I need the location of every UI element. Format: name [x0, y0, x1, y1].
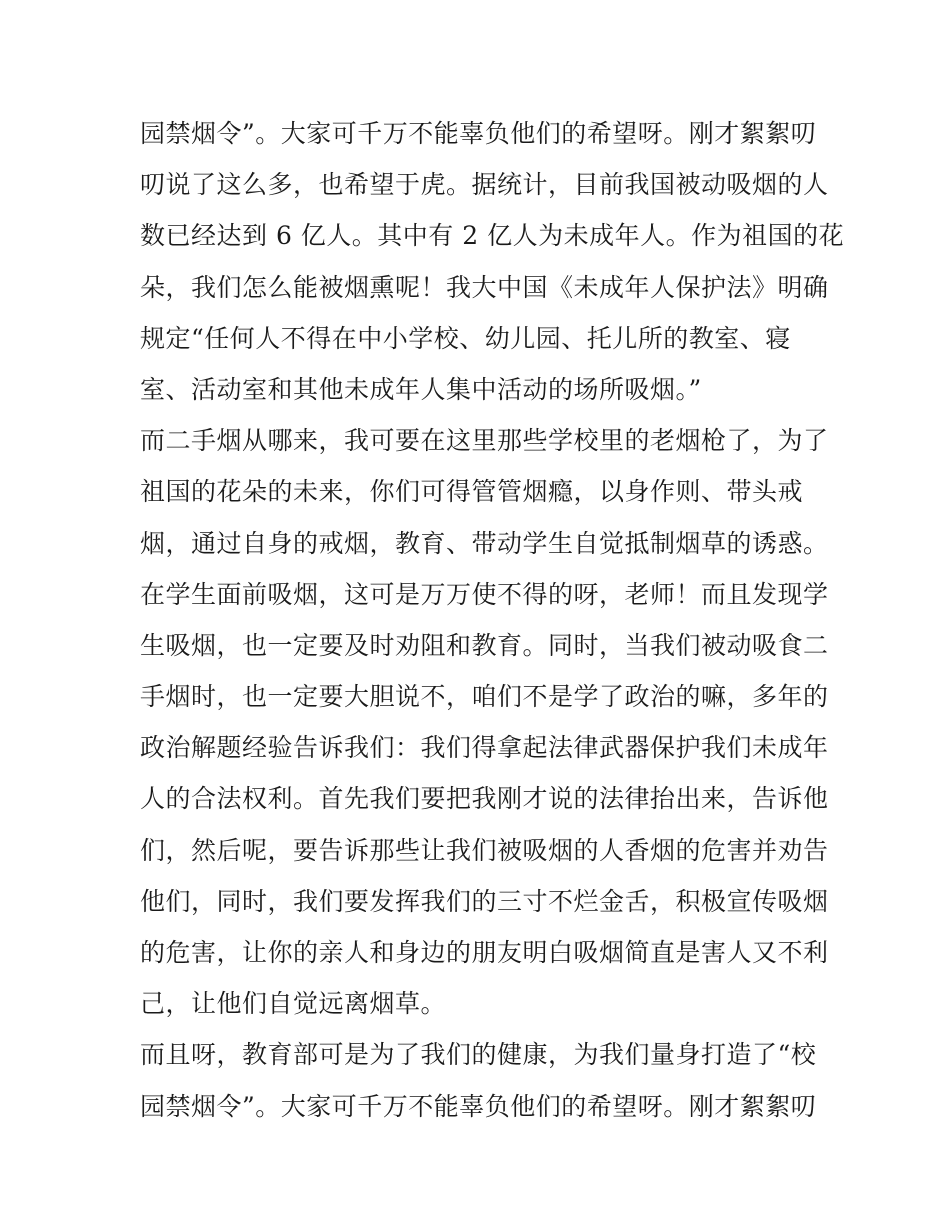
text-line: 数已经达到 6 亿人。其中有 2 亿人为未成年人。作为祖国的花 [140, 221, 845, 251]
text-line: 朵，我们怎么能被烟熏呢！我大中国《未成年人保护法》明确 [140, 272, 829, 302]
document-body [140, 108, 845, 1132]
text-line: 而且呀，教育部可是为了我们的健康，为我们量身打造了“校 [140, 1040, 817, 1070]
text-line: 人的合法权利。首先我们要把我刚才说的法律抬出来，告诉他 [140, 784, 829, 814]
text-line: 祖国的花朵的未来，你们可得管管烟瘾，以身作则、带头戒 [140, 477, 804, 507]
text-line: 他们，同时，我们要发挥我们的三寸不烂金舌，积极宣传吸烟 [140, 886, 829, 916]
text-line: 在学生面前吸烟，这可是万万使不得的呀，老师！而且发现学 [140, 579, 829, 609]
text-line: 政治解题经验告诉我们：我们得拿起法律武器保护我们未成年 [140, 733, 829, 763]
text-line: 的危害，让你的亲人和身边的朋友明白吸烟简直是害人又不利 [140, 938, 829, 967]
text-line: 烟，通过自身的戒烟，教育、带动学生自觉抵制烟草的诱惑。 [140, 528, 829, 558]
text-line: 室、活动室和其他未成年人集中活动的场所吸烟。” [140, 374, 702, 404]
text-line: 叨说了这么多，也希望于虎。据统计，目前我国被动吸烟的人 [140, 170, 829, 200]
text-line: 园禁烟令”。大家可千万不能辜负他们的希望呀。刚才絮絮叨 [140, 1091, 817, 1121]
text-line: 己，让他们自觉远离烟草。 [140, 989, 447, 1019]
text-line: 生吸烟，也一定要及时劝阻和教育。同时，当我们被动吸食二 [140, 630, 829, 660]
text-line: 手烟时，也一定要大胆说不，咱们不是学了政治的嘛，多年的 [140, 682, 829, 712]
text-line: 园禁烟令”。大家可千万不能辜负他们的希望呀。刚才絮絮叨 [140, 119, 817, 148]
text-line: 规定“任何人不得在中小学校、幼儿园、托儿所的教室、寝 [140, 323, 791, 353]
text-line: 们，然后呢，要告诉那些让我们被吸烟的人香烟的危害并劝告 [140, 835, 829, 865]
text-line: 而二手烟从哪来，我可要在这里那些学校里的老烟枪了，为了 [140, 426, 829, 456]
